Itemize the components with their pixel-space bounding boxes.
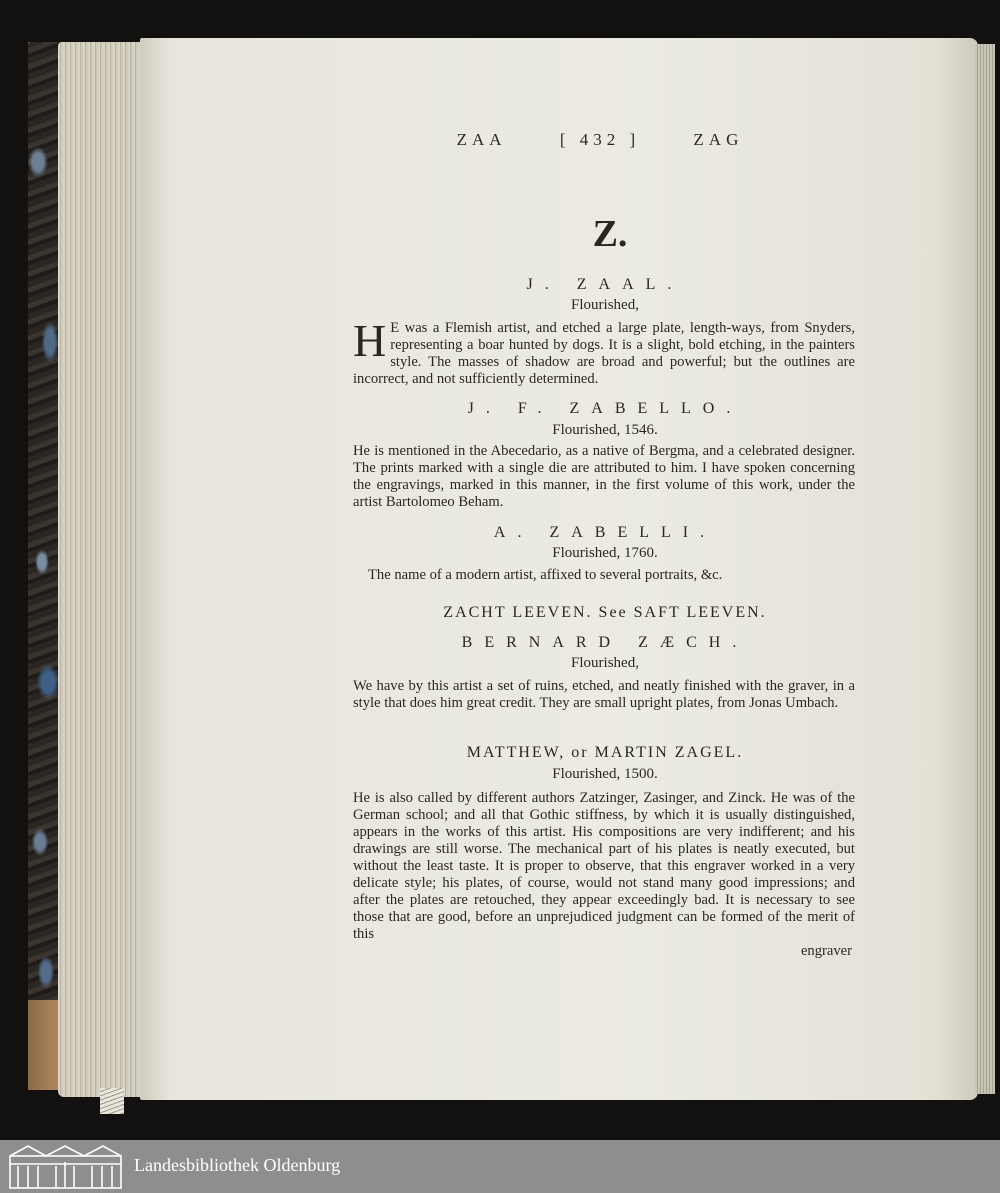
running-head-right: ZAG [693, 130, 744, 149]
library-name: Landesbibliothek Oldenburg [134, 1155, 341, 1175]
entry-heading: J. F. ZABELLO. [467, 400, 743, 417]
entry-text: We have by this artist a set of ruins, etched, and neatly finished with the graver, in a style that does him great credit. They are small upright plates, from Jonas Umbach. [353, 678, 855, 711]
section-letter: Z. [592, 213, 628, 255]
entry-text: He is also called by different authors Zatzinger, Zasinger, and Zinck. He was of the German school; and all that Gothic stiffness, by which it is usually distinguished, appears in the works of this artist. His compositions are very indifferent; and his drawings are still worse. The mechanical part of his plates is neatly executed, but without the least taste. It is proper to observe, that this engraver worked in a very delicate style; his plates, of course, would not stand many good impressions; and after the plates are retouched, they appear exceedingly bad. It is necessary to see those that are good, before an unprejudiced judgment can be formed of the merit of this [353, 790, 855, 942]
entry-flourished: Flourished, [571, 297, 639, 313]
entry-text: The name of a modern artist, affixed to several portraits, &c. [368, 567, 723, 583]
entry-text: He is mentioned in the Abecedario, as a native of Bergma, and a celebrated designer. The prints marked with a single die are attributed to him. I have spoken concerning the engravings, marked in this manner, in the first volume of this work, under the artist Bartolomeo Beham. [353, 443, 855, 510]
entry-heading: MATTHEW, or MARTIN ZAGEL. [466, 744, 744, 761]
footer-bar [0, 1140, 1000, 1193]
entry-flourished: Flourished, [571, 655, 639, 671]
library-logo [8, 1144, 123, 1190]
entry-flourished: Flourished, 1760. [552, 545, 658, 561]
running-head-left: ZAA [456, 130, 507, 149]
entry-text [353, 315, 855, 388]
entry-flourished: Flourished, 1546. [552, 422, 658, 438]
page-edge-right [975, 44, 995, 1094]
entry-body: E was a Flemish artist, and etched a large plate, length-ways, from Snyders, representing a boar hunted by dogs. It is a slight, bold etching, in the painters style. The masses of shadow are broad and powerful; but the outlines are incorrect, and not sufficiently determined. [353, 320, 855, 387]
page-number: [ 432 ] [559, 130, 641, 149]
running-head [330, 130, 870, 150]
cover-edge-bottom [28, 1000, 62, 1090]
page-stack [58, 42, 148, 1097]
marbled-endpaper [28, 42, 62, 1090]
drop-cap: H [353, 315, 387, 366]
entry-heading: J. ZAAL. [526, 276, 684, 293]
bookmark-ribbon [100, 1088, 124, 1114]
catchword: engraver [800, 943, 852, 959]
entry-heading: BERNARD ZÆCH. [461, 634, 749, 651]
entry-flourished: Flourished, 1500. [552, 766, 658, 782]
entry-heading: A. ZABELLI. [493, 524, 717, 541]
entry-heading: ZACHT LEEVEN. See SAFT LEEVEN. [443, 604, 767, 621]
